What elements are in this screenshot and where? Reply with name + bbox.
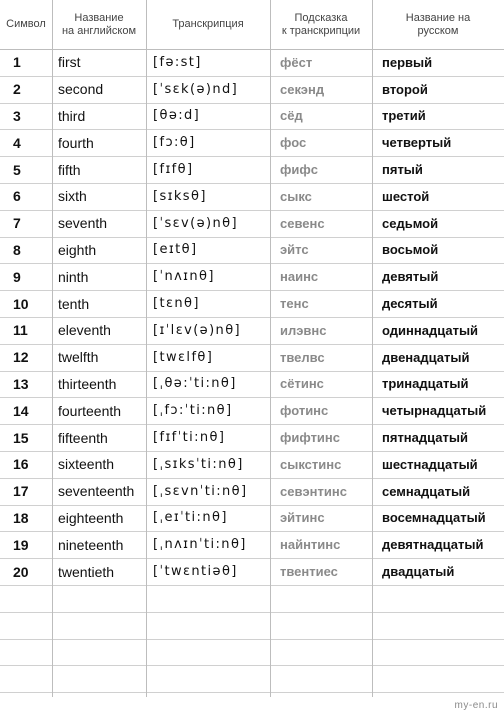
hint-cell: севенс <box>280 215 325 231</box>
hint-cell: эйтинс <box>280 510 325 526</box>
header-transcription-label: Транскрипция <box>172 18 244 30</box>
hint-cell: наинс <box>280 269 319 285</box>
table-row <box>0 103 504 131</box>
table-row <box>0 424 504 452</box>
transcription-cell: [fə:st] <box>153 54 202 70</box>
english-cell: fourteenth <box>58 402 122 419</box>
transcription-cell: [ˌeɪˈti:nθ] <box>153 510 228 526</box>
hint-cell: фёст <box>280 54 313 70</box>
russian-cell: восемнадцатый <box>382 510 486 526</box>
transcription-cell: [sɪksθ] <box>153 188 207 204</box>
english-cell: ninth <box>58 268 89 285</box>
transcription-cell: [twɛlfθ] <box>153 349 214 365</box>
header-english <box>52 0 146 49</box>
table-row <box>0 49 504 77</box>
russian-cell: первый <box>382 54 433 70</box>
transcription-cell: [ˈtwɛntiəθ] <box>153 564 238 580</box>
russian-cell: десятый <box>382 296 438 312</box>
table-row <box>0 371 504 399</box>
transcription-cell: [ˌfɔ:ˈti:nθ] <box>153 403 233 419</box>
header-symbol <box>0 0 52 49</box>
english-cell: first <box>58 54 81 71</box>
header-russian <box>372 0 504 49</box>
hint-cell: фифс <box>280 162 318 178</box>
english-cell: twelfth <box>58 349 99 366</box>
transcription-cell: [tɛnθ] <box>153 296 200 312</box>
column-divider <box>52 0 53 697</box>
english-cell: seventeenth <box>58 483 135 500</box>
number-cell: 3 <box>13 107 21 124</box>
table-row <box>0 76 504 104</box>
english-cell: fifth <box>58 161 81 178</box>
table-row <box>0 558 504 586</box>
header-russian-line1: Название на <box>405 11 471 24</box>
number-cell: 14 <box>13 402 29 419</box>
hint-cell: фос <box>280 135 307 151</box>
site-watermark: my-en.ru <box>454 700 498 711</box>
english-cell: third <box>58 107 86 124</box>
english-cell: seventh <box>58 215 108 232</box>
english-cell: eighteenth <box>58 509 124 526</box>
table-row <box>0 397 504 425</box>
hint-cell: эйтс <box>280 242 309 258</box>
russian-cell: седьмой <box>382 215 439 231</box>
table-row <box>0 531 504 559</box>
russian-cell: шестнадцатый <box>382 456 478 472</box>
transcription-cell: [ˌnʌɪnˈti:nθ] <box>153 537 247 553</box>
english-cell: sixteenth <box>58 456 115 473</box>
header-transcription <box>146 0 270 49</box>
table-header <box>0 0 504 50</box>
russian-cell: одиннадцатый <box>382 322 479 338</box>
table-row <box>0 478 504 506</box>
table-row <box>0 210 504 238</box>
transcription-cell: [ˈnʌɪnθ] <box>153 269 215 285</box>
transcription-cell: [fɪfˈti:nθ] <box>153 430 226 446</box>
russian-cell: четырнадцатый <box>382 403 487 419</box>
table-row <box>0 451 504 479</box>
number-cell: 16 <box>13 456 29 473</box>
russian-cell: тринадцатый <box>382 376 469 392</box>
number-cell: 7 <box>13 215 21 232</box>
transcription-cell: [fɪfθ] <box>153 162 194 178</box>
header-english-line1: Название <box>74 11 124 24</box>
number-cell: 18 <box>13 509 29 526</box>
number-cell: 1 <box>13 54 21 71</box>
empty-row <box>0 665 504 693</box>
table-row <box>0 183 504 211</box>
transcription-cell: [θə:d] <box>153 108 201 124</box>
empty-row <box>0 585 504 613</box>
table-row <box>0 505 504 533</box>
russian-cell: семнадцатый <box>382 483 471 499</box>
hint-cell: твелвс <box>280 349 325 365</box>
hint-cell: илэвнс <box>280 322 327 338</box>
number-cell: 8 <box>13 241 21 258</box>
number-cell: 2 <box>13 81 21 98</box>
english-cell: nineteenth <box>58 536 124 553</box>
hint-cell: фифтинс <box>280 430 341 446</box>
transcription-cell: [ɪˈlɛv(ə)nθ] <box>153 322 242 338</box>
hint-cell: сёд <box>280 108 303 124</box>
hint-cell: твентиес <box>280 564 338 580</box>
english-cell: eighth <box>58 241 97 258</box>
english-cell: tenth <box>58 295 90 312</box>
header-hint-line2: к транскрипции <box>281 24 361 37</box>
number-cell: 10 <box>13 295 29 312</box>
transcription-cell: [ˈsɛk(ə)nd] <box>153 81 239 97</box>
header-hint-line1: Подсказка <box>294 11 348 24</box>
hint-cell: секэнд <box>280 81 325 97</box>
english-cell: second <box>58 81 104 98</box>
russian-cell: восьмой <box>382 242 439 258</box>
number-cell: 11 <box>13 322 28 339</box>
number-cell: 15 <box>13 429 29 446</box>
hint-cell: сётинс <box>280 376 324 392</box>
header-symbol-label: Символ <box>6 18 46 30</box>
table-row <box>0 317 504 345</box>
table-row <box>0 156 504 184</box>
hint-cell: фотинс <box>280 403 329 419</box>
empty-row <box>0 639 504 667</box>
english-cell: fourth <box>58 134 94 151</box>
header-hint <box>270 0 372 49</box>
russian-cell: пятый <box>382 162 423 178</box>
hint-cell: севэнтинс <box>280 483 347 499</box>
english-cell: thirteenth <box>58 375 117 392</box>
column-divider <box>146 0 147 697</box>
number-cell: 12 <box>13 349 29 366</box>
table-row <box>0 263 504 291</box>
number-cell: 4 <box>13 134 21 151</box>
russian-cell: шестой <box>382 188 430 204</box>
russian-cell: двадцатый <box>382 564 455 580</box>
hint-cell: найнтинс <box>280 537 341 553</box>
english-cell: eleventh <box>58 322 111 339</box>
table-row <box>0 129 504 157</box>
number-cell: 17 <box>13 483 29 500</box>
english-cell: fifteenth <box>58 429 108 446</box>
column-divider <box>372 0 373 697</box>
russian-cell: четвертый <box>382 135 452 151</box>
russian-cell: двенадцатый <box>382 349 470 365</box>
russian-cell: второй <box>382 81 428 97</box>
transcription-cell: [ˈsɛv(ə)nθ] <box>153 215 238 231</box>
english-cell: sixth <box>58 188 87 205</box>
number-cell: 19 <box>13 536 29 553</box>
table-row <box>0 344 504 372</box>
transcription-cell: [fɔ:θ] <box>153 135 196 151</box>
column-divider <box>270 0 271 697</box>
table-row <box>0 290 504 318</box>
english-cell: twentieth <box>58 563 115 580</box>
number-cell: 5 <box>13 161 21 178</box>
number-cell: 6 <box>13 188 21 205</box>
russian-cell: третий <box>382 108 426 124</box>
transcription-cell: [ˌsɛvnˈti:nθ] <box>153 483 248 499</box>
russian-cell: пятнадцатый <box>382 430 468 446</box>
hint-cell: сыкстинс <box>280 456 342 472</box>
empty-row <box>0 612 504 640</box>
hint-cell: тенс <box>280 296 309 312</box>
number-cell: 9 <box>13 268 21 285</box>
transcription-cell: [eɪtθ] <box>153 242 198 258</box>
number-cell: 13 <box>13 375 29 392</box>
number-cell: 20 <box>13 563 29 580</box>
header-russian-line2: русском <box>417 24 459 37</box>
hint-cell: сыкс <box>280 188 312 204</box>
russian-cell: девятнадцатый <box>382 537 484 553</box>
russian-cell: девятый <box>382 269 439 285</box>
header-english-line2: на английском <box>61 24 137 37</box>
table-row <box>0 237 504 265</box>
transcription-cell: [ˌsɪksˈti:nθ] <box>153 456 244 472</box>
transcription-cell: [ˌθə:ˈti:nθ] <box>153 376 237 392</box>
